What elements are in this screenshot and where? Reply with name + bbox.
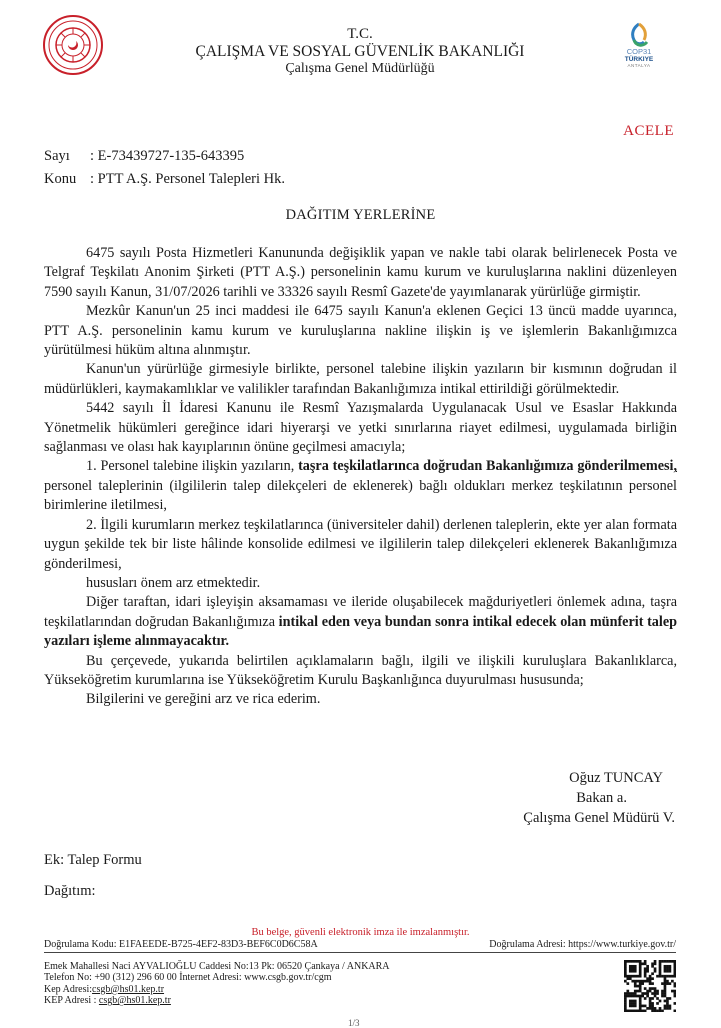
qr-module bbox=[674, 982, 676, 985]
qr-module bbox=[656, 992, 659, 995]
qr-module bbox=[656, 990, 659, 993]
qr-module bbox=[641, 995, 644, 998]
qr-module bbox=[664, 1000, 667, 1003]
qr-module bbox=[649, 1002, 652, 1005]
qr-module bbox=[636, 985, 639, 988]
qr-module bbox=[674, 960, 676, 963]
qr-module bbox=[639, 967, 642, 970]
qr-module bbox=[649, 1005, 652, 1008]
qr-module bbox=[636, 960, 639, 963]
qr-module bbox=[674, 970, 676, 973]
page-number: 1/3 bbox=[348, 1018, 360, 1028]
paragraph-8: Bilgilerini ve gereğini arz ve rica ederim. bbox=[86, 691, 321, 708]
paragraph-2: Mezkûr Kanun'un 25 inci maddesi ile 6475 sayılı Kanun'a eklenen Geçici 13 üncü madde uyarınca, PTT A.Ş. personelinin kamu kurum ve kuruluşlarına nakline ilişkin iş ve işlemlerin Bakanlığımızca yürütülmesi hüküm altına alınmıştır. bbox=[44, 303, 677, 359]
qr-code-icon bbox=[624, 960, 676, 1012]
qr-module bbox=[631, 980, 634, 983]
list-item-2: 2. İlgili kurumların merkez teşkilatlarınca (üniversiteler dahil) derlenen taleplerin, ekte yer alan formata uygun şekilde tek bir liste hâlinde konsolide edilmesi ve ilgililerin talep dilekçeleri eklenerek Bakanlığımıza gönderilmesi, bbox=[44, 516, 677, 572]
qr-module bbox=[649, 990, 652, 993]
qr-module bbox=[659, 972, 662, 975]
verification-address[interactable]: Doğrulama Adresi: https://www.turkiye.gov.tr/ bbox=[489, 939, 676, 950]
qr-module bbox=[664, 995, 667, 998]
qr-module bbox=[646, 990, 649, 993]
qr-module bbox=[641, 982, 644, 985]
list-item-1-comma: , bbox=[673, 458, 678, 475]
qr-module bbox=[649, 977, 652, 980]
qr-module bbox=[644, 987, 647, 990]
qr-module bbox=[634, 980, 637, 983]
list-item-1-post: personel taleplerinin (ilgililerin talep dilekçeleri de eklenerek) bağlı oldukları merkez teşkilatının personel birimlerine iletilmesi, bbox=[44, 477, 677, 514]
qr-module bbox=[626, 982, 629, 985]
qr-module bbox=[646, 1007, 649, 1010]
paragraph-4: 5442 sayılı İl İdaresi Kanunu ile Resmî Yazışmalarda Uygulanacak Usul ve Esaslar Hakkında Yönetmelik hükümleri gereğince idari hiyerarşi ve yetki sınırlarına riayet edilmesi, uygulamada birliğin sağlanması ve olası hak kayıplarının önüne geçilmesi amacıyla; bbox=[44, 400, 677, 456]
qr-module bbox=[641, 992, 644, 995]
qr-module bbox=[671, 960, 674, 963]
verification-code: Doğrulama Kodu: E1FAEEDE-B725-4EF2-83D3-BEF6C0D6C58A bbox=[44, 939, 318, 950]
qr-module bbox=[629, 995, 632, 998]
qr-module bbox=[629, 992, 632, 995]
cop-logo-text: COP31 bbox=[626, 47, 652, 56]
qr-module bbox=[629, 1005, 632, 1008]
qr-module bbox=[634, 1000, 637, 1003]
qr-module bbox=[634, 982, 637, 985]
qr-module bbox=[669, 967, 672, 970]
qr-module bbox=[674, 1010, 676, 1012]
qr-module bbox=[634, 990, 637, 993]
qr-module bbox=[661, 990, 664, 993]
qr-module bbox=[641, 980, 644, 983]
qr-module bbox=[639, 970, 642, 973]
qr-module bbox=[631, 965, 634, 968]
qr-module bbox=[646, 967, 649, 970]
konu-value: : PTT A.Ş. Personel Talepleri Hk. bbox=[90, 171, 285, 187]
qr-module bbox=[651, 1007, 654, 1010]
qr-module bbox=[641, 1005, 644, 1008]
kep-link-2[interactable]: csgb@hs01.kep.tr bbox=[98, 995, 171, 1007]
qr-module bbox=[669, 1007, 672, 1010]
qr-module bbox=[631, 1010, 634, 1012]
qr-module bbox=[656, 1002, 659, 1005]
qr-module bbox=[634, 1002, 637, 1005]
qr-module bbox=[671, 975, 674, 978]
qr-module bbox=[659, 967, 662, 970]
qr-module bbox=[636, 995, 639, 998]
qr-module bbox=[624, 965, 627, 968]
cop-logo-country: TÜRKIYE bbox=[624, 56, 654, 63]
paragraph-6 bbox=[44, 593, 677, 651]
qr-module bbox=[639, 1005, 642, 1008]
qr-module bbox=[639, 982, 642, 985]
qr-module bbox=[669, 965, 672, 968]
signer-role: Bakan a. bbox=[576, 790, 627, 806]
qr-module bbox=[649, 1000, 652, 1003]
qr-module bbox=[659, 1007, 662, 1010]
qr-module bbox=[661, 982, 664, 985]
qr-module bbox=[659, 970, 662, 973]
signature-block bbox=[475, 768, 675, 828]
qr-module bbox=[651, 1010, 654, 1012]
kep-label-1: Kep Adresi: bbox=[44, 983, 93, 995]
list-item-1-bold: taşra teşkilatlarınca doğrudan Bakanlığımıza gönderilmemesi bbox=[298, 458, 674, 475]
qr-module bbox=[656, 1010, 659, 1012]
qr-module bbox=[646, 977, 649, 980]
qr-module bbox=[666, 982, 669, 985]
qr-module bbox=[666, 965, 669, 968]
qr-module bbox=[664, 960, 667, 963]
qr-module bbox=[631, 1005, 634, 1008]
ministry-seal-icon bbox=[42, 14, 104, 76]
qr-module bbox=[631, 992, 634, 995]
qr-module bbox=[624, 1002, 627, 1005]
qr-module bbox=[651, 1005, 654, 1008]
qr-module bbox=[644, 960, 647, 963]
qr-module bbox=[636, 975, 639, 978]
document-body bbox=[44, 244, 677, 710]
qr-module bbox=[629, 1000, 632, 1003]
konu-row bbox=[44, 171, 285, 188]
cop31-logo-icon bbox=[616, 22, 662, 78]
qr-module bbox=[649, 987, 652, 990]
paragraph-1: 6475 sayılı Posta Hizmetleri Kanununda değişiklik yapan ve nakle tabi olarak belirlenecek Posta ve Telgraf Teşkilatı Anonim Şirketi (PTT A.Ş.) personelinin kamu kurum ve kuruluşlarına naklini düzenleyen 7590 sayılı Kanun, 31/07/2026 tarihli ve 33326 sayılı Resmî Gazete'de yayımlanarak yürürlüğe girmiştir. bbox=[44, 245, 677, 300]
qr-module bbox=[631, 1002, 634, 1005]
qr-module bbox=[659, 962, 662, 965]
qr-module bbox=[644, 975, 647, 978]
qr-module bbox=[634, 967, 637, 970]
qr-module bbox=[639, 980, 642, 983]
qr-module bbox=[629, 1002, 632, 1005]
qr-module bbox=[674, 972, 676, 975]
paragraph-6-bold: intikal eden veya bundan sonra intikal edecek olan münferit talep yazıları işleme alınmayacaktır. bbox=[44, 613, 678, 650]
qr-module bbox=[654, 960, 657, 963]
cop-logo-city: ANTALYA bbox=[627, 63, 651, 68]
footer-address bbox=[44, 961, 390, 1007]
qr-module bbox=[666, 1007, 669, 1010]
qr-module bbox=[634, 1005, 637, 1008]
qr-module bbox=[666, 975, 669, 978]
qr-module bbox=[644, 970, 647, 973]
qr-module bbox=[674, 967, 676, 970]
qr-module bbox=[639, 1007, 642, 1010]
qr-module bbox=[666, 980, 669, 983]
qr-module bbox=[631, 995, 634, 998]
qr-module bbox=[626, 960, 629, 963]
paragraph-5: hususları önem arz etmektedir. bbox=[86, 574, 261, 591]
qr-module bbox=[661, 992, 664, 995]
qr-module bbox=[646, 980, 649, 983]
qr-module bbox=[624, 1010, 627, 1012]
qr-module bbox=[674, 965, 676, 968]
qr-module bbox=[634, 995, 637, 998]
qr-module bbox=[669, 1005, 672, 1008]
qr-module bbox=[634, 992, 637, 995]
qr-module bbox=[624, 980, 627, 983]
qr-module bbox=[669, 982, 672, 985]
qr-module bbox=[639, 975, 642, 978]
qr-module bbox=[624, 972, 627, 975]
qr-module bbox=[639, 972, 642, 975]
verification-line bbox=[44, 939, 676, 953]
qr-module bbox=[644, 1010, 647, 1012]
qr-module bbox=[644, 997, 647, 1000]
qr-module bbox=[631, 960, 634, 963]
qr-module bbox=[654, 967, 657, 970]
qr-module bbox=[626, 1010, 629, 1012]
qr-module bbox=[671, 990, 674, 993]
kep-line-2 bbox=[44, 995, 390, 1006]
qr-module bbox=[674, 1002, 676, 1005]
qr-module bbox=[639, 985, 642, 988]
qr-module bbox=[634, 985, 637, 988]
distribution-label: Dağıtım: bbox=[44, 883, 96, 899]
document-header bbox=[160, 26, 560, 77]
qr-module bbox=[624, 1005, 627, 1008]
qr-module bbox=[651, 982, 654, 985]
kep-line-1 bbox=[44, 984, 390, 995]
qr-module bbox=[639, 987, 642, 990]
qr-module bbox=[626, 992, 629, 995]
qr-module bbox=[649, 975, 652, 978]
qr-module bbox=[624, 995, 627, 998]
qr-module bbox=[661, 975, 664, 978]
qr-module bbox=[664, 970, 667, 973]
qr-module bbox=[624, 967, 627, 970]
qr-module bbox=[664, 977, 667, 980]
konu-label: Konu bbox=[44, 171, 77, 187]
qr-module bbox=[674, 962, 676, 965]
qr-module bbox=[674, 990, 676, 993]
qr-module bbox=[639, 1002, 642, 1005]
qr-module bbox=[634, 970, 637, 973]
qr-module bbox=[651, 992, 654, 995]
qr-module bbox=[639, 962, 642, 965]
qr-module bbox=[646, 995, 649, 998]
sayi-row bbox=[44, 148, 244, 165]
qr-module bbox=[629, 970, 632, 973]
qr-module bbox=[629, 975, 632, 978]
qr-module bbox=[674, 975, 676, 978]
qr-module bbox=[654, 1007, 657, 1010]
qr-module bbox=[666, 970, 669, 973]
qr-module bbox=[664, 985, 667, 988]
qr-module bbox=[631, 970, 634, 973]
qr-module bbox=[666, 997, 669, 1000]
qr-module bbox=[644, 967, 647, 970]
qr-module bbox=[651, 997, 654, 1000]
qr-module bbox=[631, 967, 634, 970]
qr-module bbox=[624, 997, 627, 1000]
qr-module bbox=[646, 970, 649, 973]
qr-module bbox=[674, 985, 676, 988]
qr-module bbox=[626, 995, 629, 998]
qr-module bbox=[644, 992, 647, 995]
qr-module bbox=[666, 1000, 669, 1003]
qr-module bbox=[664, 987, 667, 990]
qr-module bbox=[666, 967, 669, 970]
qr-module bbox=[654, 1010, 657, 1012]
list-item-1 bbox=[44, 457, 677, 515]
qr-module bbox=[656, 997, 659, 1000]
qr-module bbox=[651, 972, 654, 975]
qr-module bbox=[639, 1000, 642, 1003]
header-line-tc: T.C. bbox=[347, 26, 373, 42]
qr-module bbox=[654, 995, 657, 998]
qr-module bbox=[629, 960, 632, 963]
header-line-directorate: Çalışma Genel Müdürlüğü bbox=[285, 61, 435, 76]
qr-module bbox=[624, 992, 627, 995]
qr-module bbox=[639, 965, 642, 968]
urgency-label: ACELE bbox=[623, 123, 674, 139]
qr-module bbox=[674, 992, 676, 995]
qr-module bbox=[659, 965, 662, 968]
document-title: DAĞITIM YERLERİNE bbox=[285, 207, 436, 223]
qr-module bbox=[674, 995, 676, 998]
kep-label-2: KEP Adresi : bbox=[44, 995, 99, 1007]
qr-module bbox=[629, 965, 632, 968]
qr-module bbox=[651, 977, 654, 980]
qr-module bbox=[651, 965, 654, 968]
qr-module bbox=[659, 1010, 662, 1012]
qr-module bbox=[661, 995, 664, 998]
qr-module bbox=[626, 990, 629, 993]
paragraph-7: Bu çerçevede, yukarıda belirtilen açıklamaların bağlı, ilgili ve ilişkili kuruluşlara Bakanlıklarca, Yükseköğretim kurumlarına ise Yükseköğretim Kurulu Başkanlığınca duyurulması hususunda; bbox=[44, 652, 677, 688]
qr-module bbox=[654, 990, 657, 993]
qr-module bbox=[651, 962, 654, 965]
address-line: Emek Mahallesi Naci AYVALIOĞLU Caddesi No:13 Pk: 06520 Çankaya / ANKARA bbox=[44, 961, 390, 972]
contact-line: Telefon No: +90 (312) 296 60 00 İnternet Adresi: www.csgb.gov.tr/cgm bbox=[44, 972, 332, 984]
qr-module bbox=[629, 967, 632, 970]
qr-module bbox=[669, 997, 672, 1000]
sayi-value: : E-73439727-135-643395 bbox=[90, 148, 245, 164]
qr-module bbox=[664, 990, 667, 993]
qr-module bbox=[634, 975, 637, 978]
kep-link-1[interactable]: csgb@hs01.kep.tr bbox=[92, 983, 165, 995]
paragraph-6-pre: Diğer taraftan, idari işleyişin aksamaması ve ileride oluşabilecek mağduriyetleri önlemek adına, taşra teşkilatlarından doğrudan Bakanlığımıza bbox=[44, 594, 677, 630]
qr-module bbox=[641, 1010, 644, 1012]
qr-module bbox=[629, 1010, 632, 1012]
qr-module bbox=[629, 977, 632, 980]
qr-module bbox=[656, 975, 659, 978]
qr-module bbox=[664, 980, 667, 983]
qr-module bbox=[634, 965, 637, 968]
qr-module bbox=[626, 975, 629, 978]
qr-module bbox=[636, 990, 639, 993]
qr-module bbox=[659, 1000, 662, 1003]
qr-module bbox=[651, 1002, 654, 1005]
qr-module bbox=[654, 970, 657, 973]
qr-module bbox=[664, 1007, 667, 1010]
qr-module bbox=[669, 960, 672, 963]
qr-module bbox=[624, 1007, 627, 1010]
qr-module bbox=[624, 962, 627, 965]
qr-module bbox=[659, 960, 662, 963]
qr-module bbox=[639, 1010, 642, 1012]
qr-module bbox=[644, 972, 647, 975]
qr-module bbox=[664, 975, 667, 978]
signer-name: Oğuz TUNCAY bbox=[569, 770, 663, 786]
qr-module bbox=[654, 992, 657, 995]
signer-title: Çalışma Genel Müdürü V. bbox=[523, 810, 675, 826]
qr-module bbox=[634, 960, 637, 963]
qr-module bbox=[639, 960, 642, 963]
qr-module bbox=[624, 1000, 627, 1003]
esign-note: Bu belge, güvenli elektronik imza ile imzalanmıştır. bbox=[251, 927, 470, 938]
qr-module bbox=[664, 965, 667, 968]
qr-module bbox=[649, 982, 652, 985]
qr-module bbox=[651, 987, 654, 990]
qr-module bbox=[639, 995, 642, 998]
qr-module bbox=[664, 982, 667, 985]
qr-module bbox=[661, 1010, 664, 1012]
attachment-line: Ek: Talep Formu bbox=[44, 852, 142, 868]
qr-module bbox=[636, 1010, 639, 1012]
qr-module bbox=[664, 1005, 667, 1008]
qr-module bbox=[631, 1000, 634, 1003]
qr-module bbox=[624, 960, 627, 963]
qr-module bbox=[659, 975, 662, 978]
qr-module bbox=[649, 980, 652, 983]
qr-module bbox=[641, 962, 644, 965]
qr-module bbox=[624, 970, 627, 973]
qr-module bbox=[639, 997, 642, 1000]
qr-module bbox=[634, 1010, 637, 1012]
qr-module bbox=[666, 1005, 669, 1008]
qr-module bbox=[669, 975, 672, 978]
qr-module bbox=[644, 962, 647, 965]
qr-module bbox=[654, 987, 657, 990]
qr-module bbox=[666, 960, 669, 963]
qr-module bbox=[636, 980, 639, 983]
sayi-label: Sayı bbox=[44, 148, 70, 164]
qr-module bbox=[649, 997, 652, 1000]
qr-module bbox=[624, 975, 627, 978]
qr-module bbox=[646, 992, 649, 995]
list-item-1-pre: 1. Personel talebine ilişkin yazıların, bbox=[86, 458, 299, 475]
qr-module bbox=[664, 992, 667, 995]
qr-module bbox=[669, 970, 672, 973]
header-line-ministry: ÇALIŞMA VE SOSYAL GÜVENLİK BAKANLIĞI bbox=[195, 43, 525, 60]
qr-module bbox=[666, 1002, 669, 1005]
qr-module bbox=[649, 1007, 652, 1010]
qr-module bbox=[661, 960, 664, 963]
qr-module bbox=[644, 1005, 647, 1008]
qr-module bbox=[631, 975, 634, 978]
qr-module bbox=[644, 980, 647, 983]
qr-module bbox=[671, 980, 674, 983]
paragraph-3: Kanun'un yürürlüğe girmesiyle birlikte, personel talebine ilişkin yazıların bir kısmının doğrudan il müdürlükleri, kaymakamlıklar ve valilikler tarafından Bakanlığımıza intikal ettirildiği görülmektedir. bbox=[44, 361, 677, 397]
qr-module bbox=[654, 962, 657, 965]
qr-module bbox=[646, 965, 649, 968]
qr-module bbox=[664, 967, 667, 970]
qr-module bbox=[626, 977, 629, 980]
qr-module bbox=[639, 990, 642, 993]
